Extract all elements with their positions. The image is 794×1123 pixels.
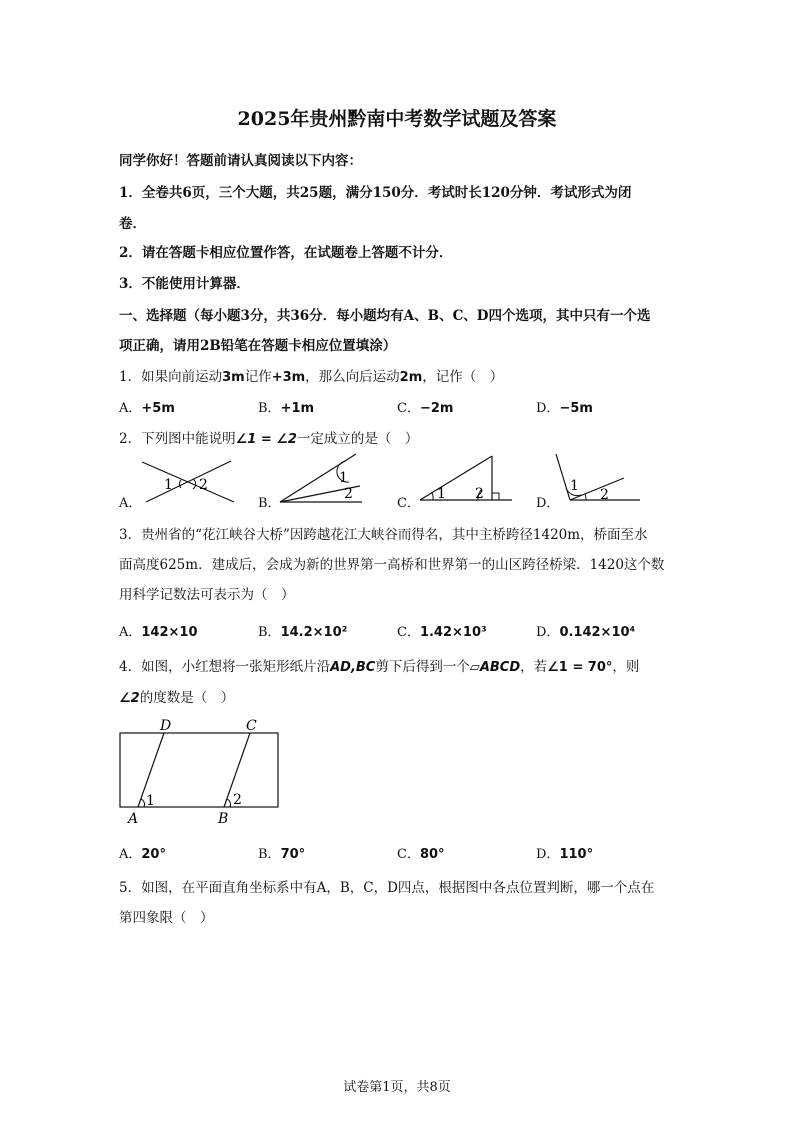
q4-figure-parallelogram (112, 715, 287, 827)
section-1-heading: 一、选择题（每小题3分，共36分．每小题均有A、B、C、D四个选项，其中只有一个选 (119, 308, 651, 324)
q3-option-d[interactable]: D．0.142×10⁴ (536, 625, 636, 640)
q1-option-d[interactable]: D．−5m (536, 401, 593, 416)
q2-figure-c (416, 452, 516, 506)
section-1-heading-cont: 项正确，请用2B铅笔在答题卡相应位置填涂） (119, 338, 397, 354)
q4-angle-1-label: 1 (146, 793, 155, 809)
notice-item-2: 2．请在答题卡相应位置作答，在试题卷上答题不计分． (119, 245, 453, 261)
q2c-angle-1: 1 (437, 486, 446, 502)
q4-vertex-d: D (160, 718, 172, 734)
notice-item-1: 1．全卷共6页，三个大题，共25题，满分150分．考试时长120分钟．考试形式为闭 (119, 185, 632, 201)
question-5-line-1: 5．如图，在平面直角坐标系中有A，B，C，D四点，根据图中各点位置判断，哪一个点在 (119, 880, 655, 896)
notice-heading: 同学你好！答题前请认真阅读以下内容： (119, 153, 362, 169)
q2d-angle-2: 2 (600, 487, 609, 503)
question-3-line-2: 面高度625m．建成后，会成为新的世界第一高桥和世界第一的山区跨径桥梁．1420这个数 (119, 557, 665, 573)
question-2-stem: 2．下列图中能说明∠1 = ∠2一定成立的是（ ） (119, 431, 419, 447)
q4-vertex-b: B (218, 811, 229, 827)
q3-option-c[interactable]: C．1.42×10³ (397, 625, 487, 640)
q2-figure-d (554, 452, 644, 506)
question-1-stem: 1．如果向前运动3m记作+3m，那么向后运动2m，记作（ ） (119, 369, 504, 385)
q4-option-d[interactable]: D．110° (536, 847, 594, 862)
q2-option-c-label[interactable]: C． (397, 496, 420, 511)
q2-option-d-label[interactable]: D． (536, 496, 560, 511)
q2-figure-b (276, 452, 366, 506)
question-4-stem-cont: ∠2的度数是（ ） (119, 690, 235, 706)
q1-option-a[interactable]: A．+5m (119, 401, 175, 416)
q4-vertex-a: A (128, 811, 139, 827)
q2-option-a-label[interactable]: A． (119, 496, 142, 511)
notice-item-1-cont: 卷． (119, 216, 146, 232)
q2b-angle-1: 1 (339, 470, 348, 486)
q1-option-c[interactable]: C．−2m (397, 401, 454, 416)
q3-option-b[interactable]: B．14.2×10² (258, 625, 348, 640)
q4-option-a[interactable]: A．20° (119, 847, 166, 862)
q4-option-b[interactable]: B．70° (258, 847, 306, 862)
q2c-angle-2: 2 (475, 486, 484, 502)
q2-option-b-label[interactable]: B． (258, 496, 281, 511)
question-5-line-2: 第四象限（ ） (119, 910, 214, 926)
question-3-line-1: 3．贵州省的“花江峡谷大桥”因跨越花江大峡谷而得名，其中主桥跨径1420m，桥面至水 (119, 527, 648, 543)
q4-option-c[interactable]: C．80° (397, 847, 445, 862)
q2a-angle-2: 2 (199, 477, 208, 493)
q4-vertex-c: C (246, 718, 257, 734)
q1-option-b[interactable]: B．+1m (258, 401, 315, 416)
q2a-angle-1: 1 (164, 477, 173, 493)
q3-option-a[interactable]: A．142×10 (119, 625, 198, 640)
question-4-stem: 4．如图，小红想将一张矩形纸片沿AD,BC剪下后得到一个▱ABCD，若∠1 = 70°，则 (119, 659, 640, 675)
page-title: 2025年贵州黔南中考数学试题及答案 (237, 108, 557, 130)
q4-angle-2-label: 2 (233, 792, 242, 808)
page-footer: 试卷第1页，共8页 (343, 1080, 451, 1095)
notice-item-3: 3．不能使用计算器． (119, 276, 250, 292)
question-3-line-3: 用科学记数法可表示为（ ） (119, 587, 295, 603)
q2b-angle-2: 2 (344, 486, 353, 502)
q2d-angle-1: 1 (570, 478, 579, 494)
q2-figure-a (136, 458, 236, 508)
